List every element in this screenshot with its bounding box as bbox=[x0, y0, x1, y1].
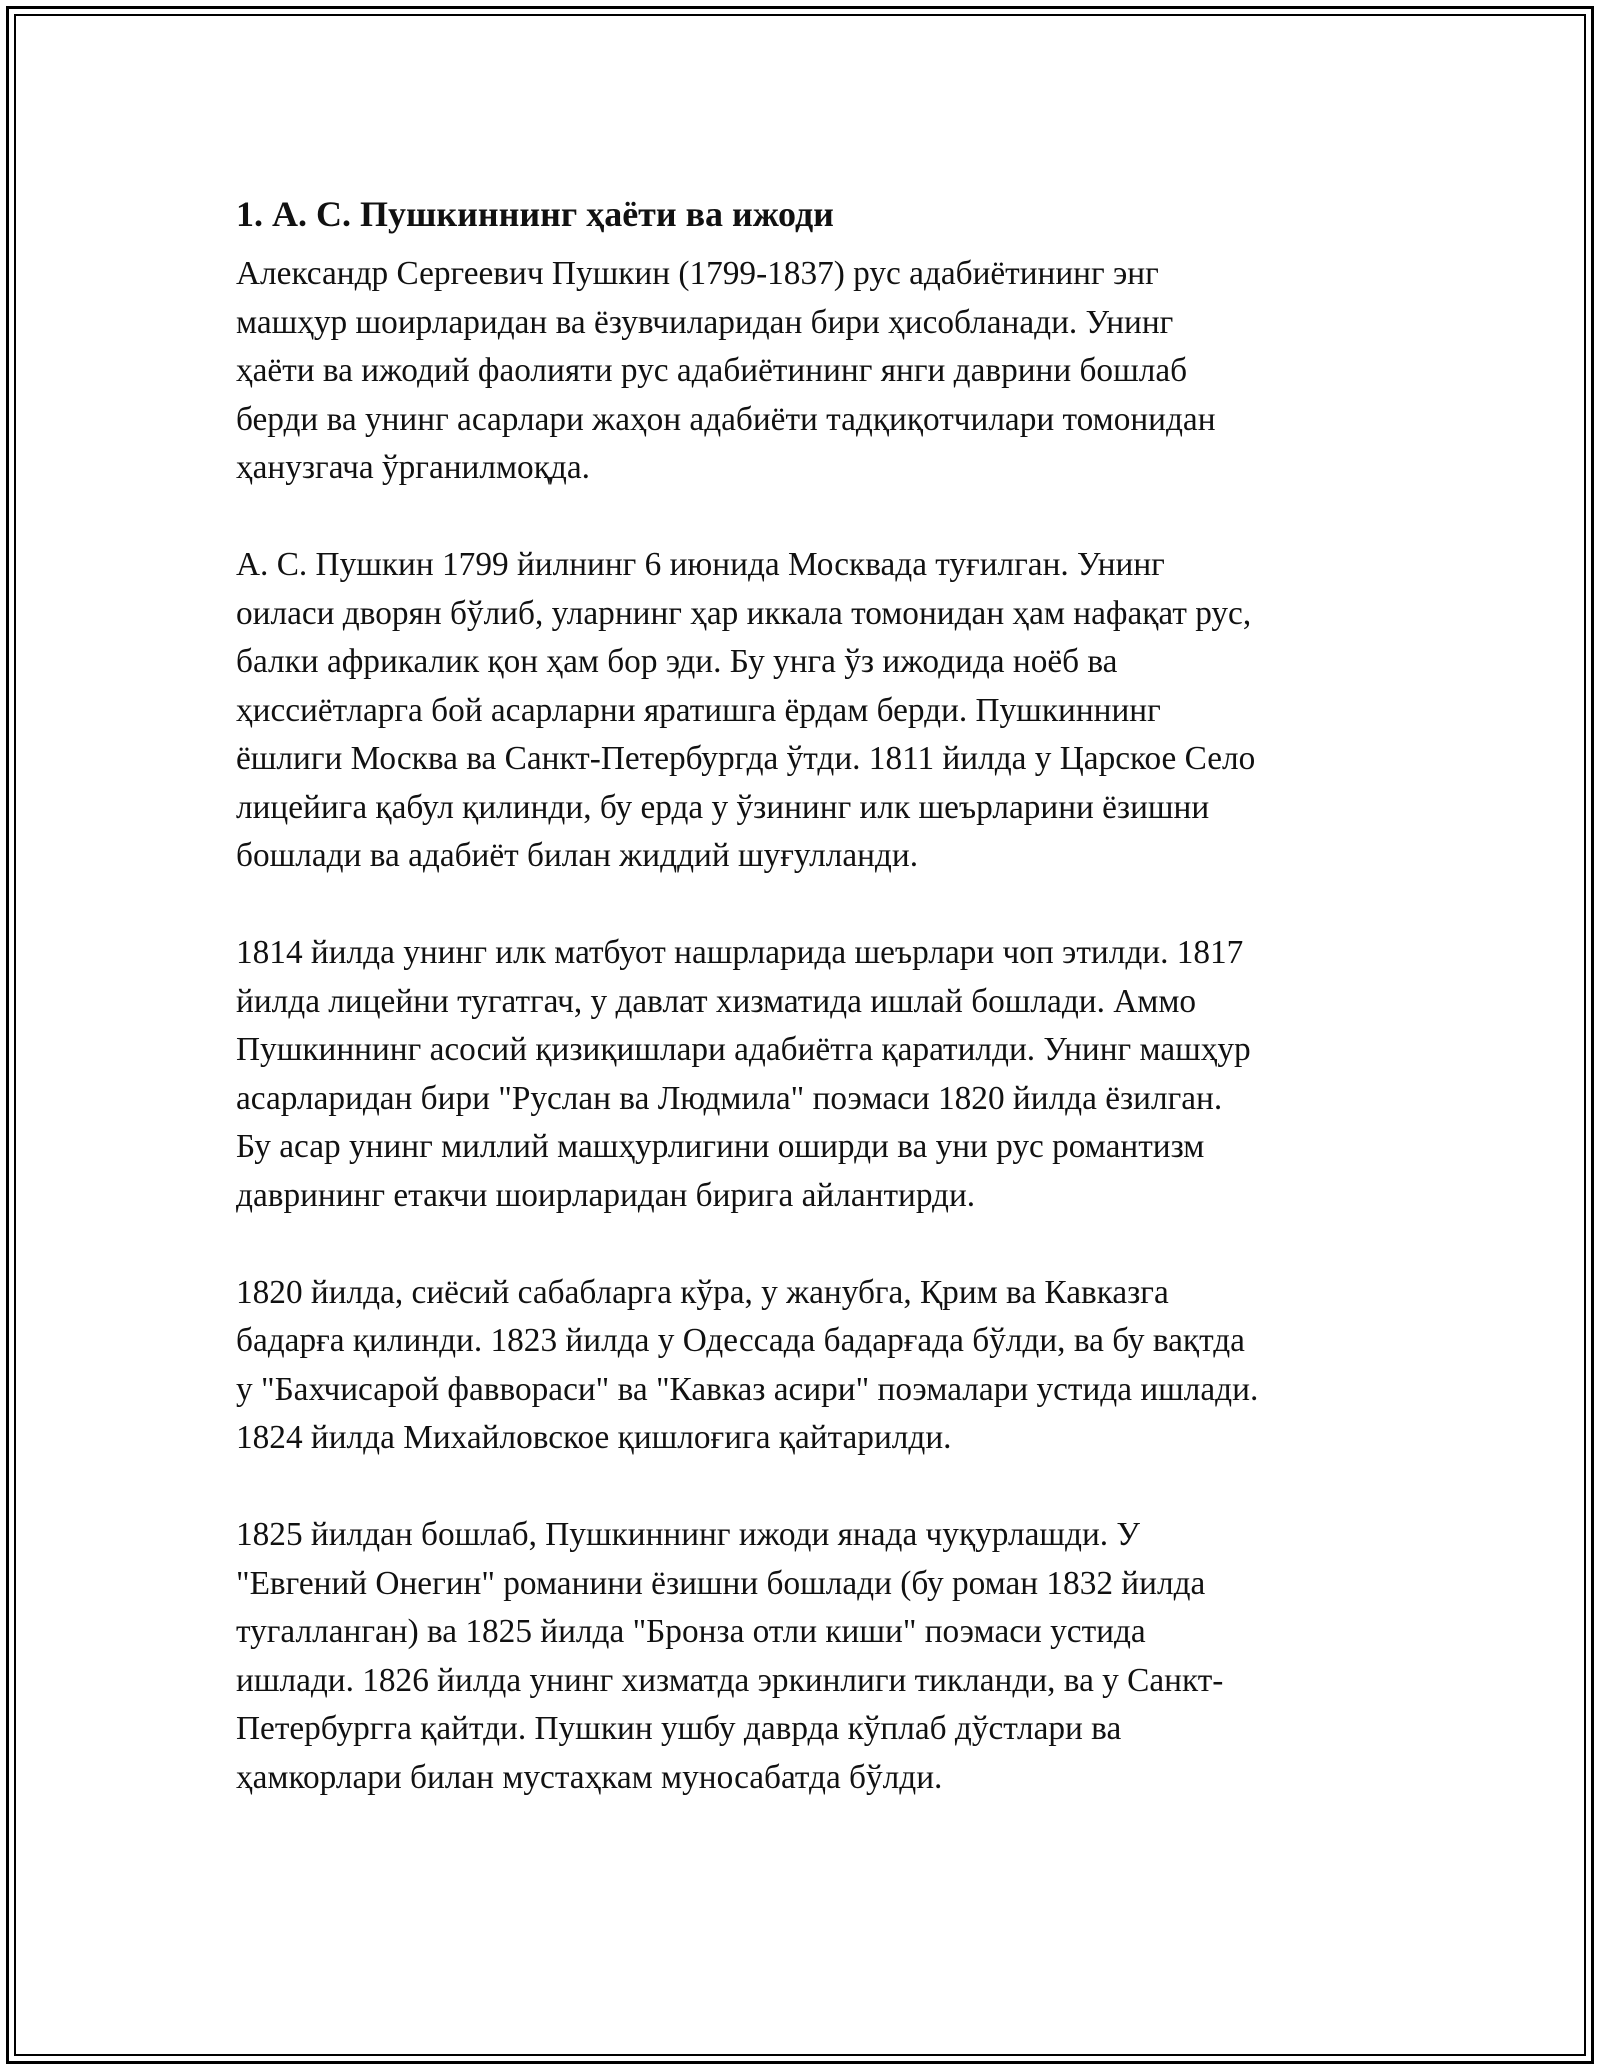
text-line: оиласи дворян бўлиб, уларнинг ҳар иккала томонидан ҳам нафақат рус, bbox=[236, 594, 1252, 632]
text-line: ишлади. 1826 йилда унинг хизматда эркинлиги тикланди, ва у Санкт- bbox=[236, 1661, 1224, 1699]
text-line: Пушкиннинг асосий қизиқишлари адабиётга қаратилди. Унинг машҳур bbox=[236, 1031, 1251, 1068]
text-line: А. С. Пушкин 1799 йилнинг 6 июнида Москвада туғилган. Унинг bbox=[236, 546, 1165, 583]
text-line: берди ва унинг асарлари жаҳон адабиёти тадқиқотчилари томонидан bbox=[236, 400, 1216, 438]
text-line: даврининг етакчи шоирларидан бирига айлантирди. bbox=[236, 1176, 976, 1214]
text-line: Бу асар унинг миллий машҳурлигини оширди ва уни рус романтизм bbox=[236, 1128, 1205, 1165]
text-line: "Евгений Онегин" романини ёзишни бошлади (бу роман 1832 йилда bbox=[236, 1564, 1206, 1602]
text-line: балки африкалик қон ҳам бор эди. Бу унга ўз ижодида ноёб ва bbox=[236, 643, 1118, 680]
text-line: 1814 йилда унинг илк матбуот нашрларида шеърлари чоп этилди. 1817 bbox=[236, 934, 1244, 971]
text-line: 1820 йилда, сиёсий сабабларга кўра, у жанубга, Қрим ва Кавказга bbox=[236, 1273, 1169, 1311]
text-line: ҳиссиётларга бой асарларни яратишга ёрдам берди. Пушкиннинг bbox=[236, 691, 1161, 729]
paragraph-3 bbox=[236, 929, 1376, 1220]
text-line: асарларидан бири "Руслан ва Людмила" поэмаси 1820 йилда ёзилган. bbox=[236, 1079, 1223, 1117]
text-line: тугалланган) ва 1825 йилда "Бронза отли киши" поэмаси устида bbox=[236, 1613, 1146, 1650]
paragraph-4 bbox=[236, 1269, 1376, 1463]
text-line: бошлади ва адабиёт билан жиддий шуғулланди. bbox=[236, 837, 919, 874]
text-line: ёшлиги Москва ва Санкт-Петербургда ўтди. 1811 йилда у Царское Село bbox=[236, 740, 1256, 777]
paragraph-2 bbox=[236, 541, 1376, 881]
text-line: у "Бахчисарой фаввораси" ва "Кавказ асири" поэмалари устида ишлади. bbox=[236, 1370, 1259, 1408]
paragraph-1 bbox=[236, 250, 1376, 493]
text-line: 1825 йилдан бошлаб, Пушкиннинг ижоди янада чуқурлашди. У bbox=[236, 1516, 1141, 1553]
text-line: Петербургга қайтди. Пушкин ушбу даврда кўплаб дўстлари ва bbox=[236, 1710, 1122, 1747]
paragraph-5 bbox=[236, 1511, 1376, 1802]
text-line: 1824 йилда Михайловское қишлоғига қайтарилди. bbox=[236, 1419, 952, 1456]
text-line: йилда лицейни тугатгач, у давлат хизматида ишлай бошлади. Аммо bbox=[236, 982, 1197, 1020]
document-body bbox=[236, 186, 1376, 1802]
text-line: ҳанузгача ўрганилмоқда. bbox=[236, 449, 590, 486]
document-title: 1. А. С. Пушкиннинг ҳаёти ва ижоди bbox=[236, 194, 834, 234]
text-line: Александр Сергеевич Пушкин (1799-1837) рус адабиётининг энг bbox=[236, 255, 1159, 292]
text-line: ҳаёти ва ижодий фаолияти рус адабиётининг янги даврини бошлаб bbox=[236, 352, 1188, 389]
text-line: бадарға қилинди. 1823 йилда у Одессада бадарғада бўлди, ва бу вақтда bbox=[236, 1322, 1245, 1359]
text-line: ҳамкорлари билан мустаҳкам муносабатда бўлди. bbox=[236, 1758, 943, 1796]
text-line: машҳур шоирларидан ва ёзувчиларидан бири ҳисобланади. Унинг bbox=[236, 303, 1174, 341]
text-line: лицейига қабул қилинди, бу ерда у ўзининг илк шеърларини ёзишни bbox=[236, 788, 1210, 826]
